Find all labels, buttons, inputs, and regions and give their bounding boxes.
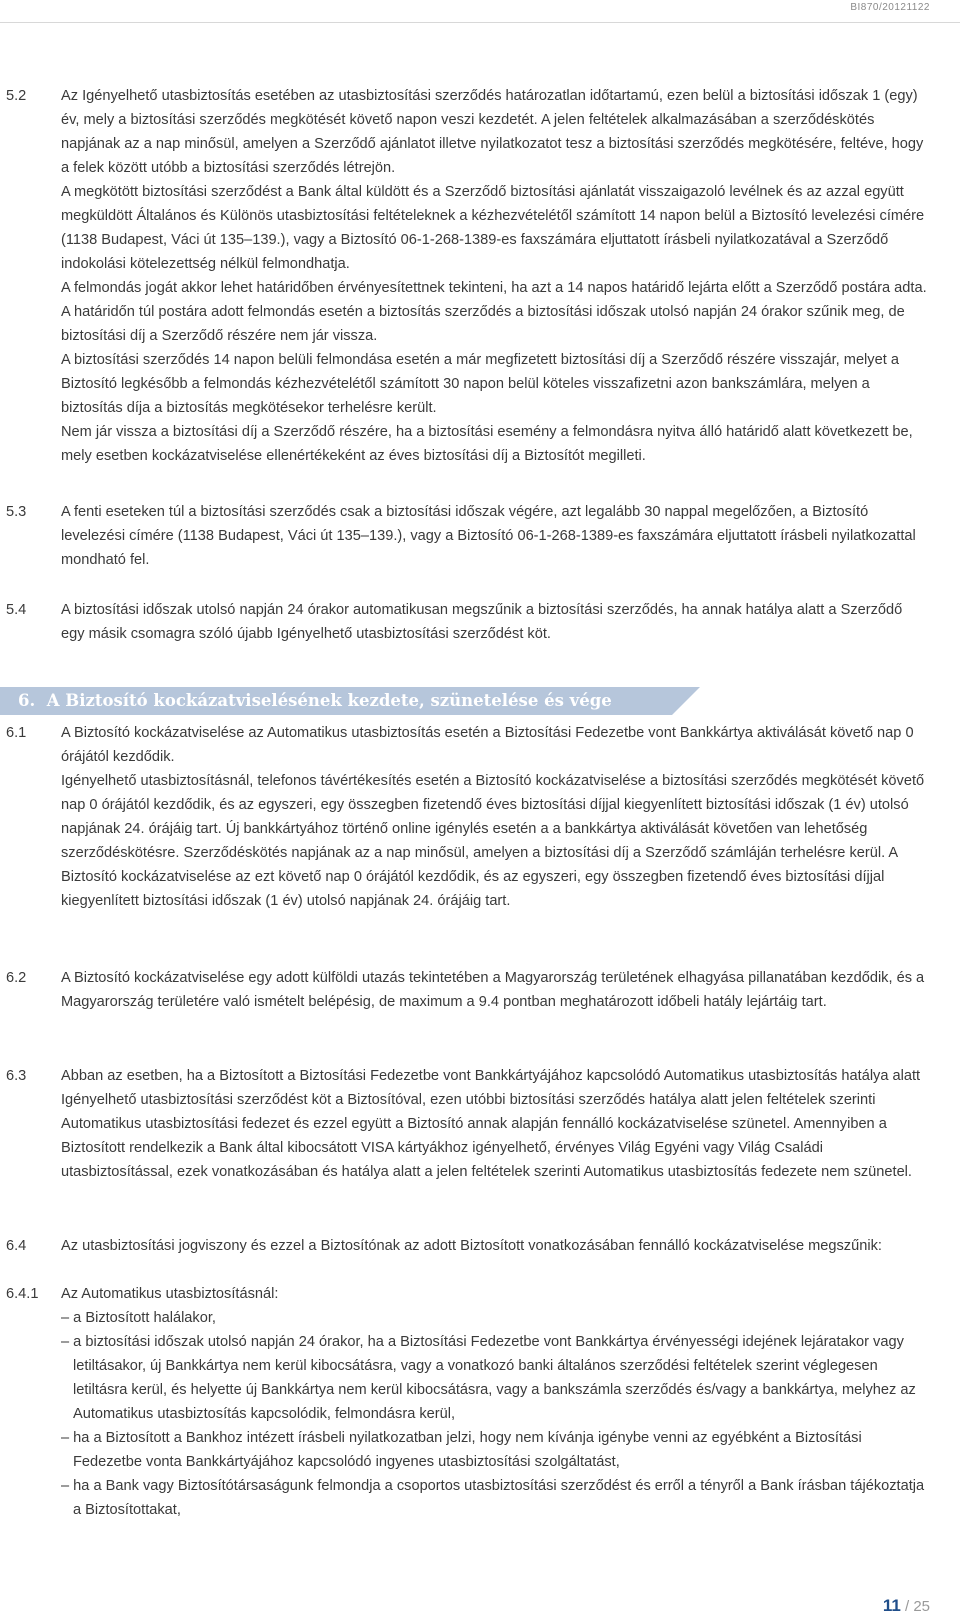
- document-code: BI870/20121122: [850, 2, 930, 13]
- paragraph: Nem jár vissza a biztosítási díj a Szerződő részére, ha a biztosítási esemény a felmondásra nyitva álló határidő alatt következett be, mely esetben kockázatviselése ellenértékeként az éves biztosítási díj a Biztosítót megilleti.: [61, 424, 913, 464]
- paragraph: Abban az esetben, ha a Biztosított a Biztosítási Fedezetbe vont Bankkártyájához kapcsolódó Automatikus utasbiztosítás hatálya alatt Igényelhető utasbiztosítási szerződést köt a Biztosítóval, ezen utóbbi biztosítási szerződés hatálya alatt jelen feltételek szerinti Automatikus utasbiztosítási fedezet és ezzel együtt a Biztosító annak alapján fennálló kockázatviselése szünetel. Amennyiben a Biztosított rendelkezik a Bank által kibocsátott VISA kártyákhoz igényelhető, érvényes Világ Egyéni vagy Világ Családi utasbiztosítással, ezek vonatkozásában és hatálya alatt a jelen feltételek szerinti Automatikus utasbiztosítás fedezete nem szünetel.: [61, 1068, 921, 1180]
- section-body: [61, 966, 929, 1014]
- section-body: [61, 1064, 929, 1184]
- paragraph: Az Igényelhető utasbiztosítás esetében az utasbiztosítási szerződés határozatlan időtartamú, ezen belül a biztosítási időszak 1 (egy) év, mely a biztosítási szerződés megkötését követő napon veszi kezdetét. A jelen feltételek alkalmazásában a szerződéskötés napjának az a nap minősül, amelyen a Szerződő ajánlatot illetve nyilatkozatot tesz a biztosítási szerződés megkötésére, feltéve, hogy a felek között utóbb a biztosítási szerződés létrejön.: [61, 88, 924, 176]
- paragraph: A megkötött biztosítási szerződést a Bank által küldött és a Szerződő biztosítási ajánlatát visszaigazoló levélnek és az azzal együtt megküldött Általános és Különös utasbiztosítási feltételeknek a kézhezvételétől számított 14 napon belül a Biztosító levelezési címére (1138 Budapest, Váci út 135–139.), vagy a Biztosító 06-1-268-1389-es faxszámára eljuttatott írásbeli nyilatkozatával a Szerződő indokolási kötelezettség nélkül felmondhatja.: [61, 184, 925, 272]
- section-number: 5.4: [6, 602, 27, 618]
- section-number: 6.4.1: [6, 1286, 39, 1302]
- section-heading: [18, 690, 612, 712]
- paragraph: A fenti eseteken túl a biztosítási szerződés csak a biztosítási időszak végére, azt legalább 30 nappal megelőzően, a Biztosító levelezési címére (1138 Budapest, Váci út 135–139.), vagy a Biztosító 06-1-268-1389-es faxszámára eljuttatott írásbeli nyilatkozattal mondható fel.: [61, 504, 916, 568]
- list-item: – a biztosítási időszak utolsó napján 24 órakor, ha a Biztosítási Fedezetbe vont Bankkártya érvényességi idejének lejáratakor vagy letiltásakor, új Bankkártya nem kerül kibocsátásra, vagy a vonatkozó banki általános szerződési feltételek szerint véglegesen letiltásra kerül, és helyette új Bankkártya nem kerül kibocsátásra, vagy a bankszámla szerződés és/vagy a bankkártya, melyhez az Automatikus utasbiztosítás kapcsolódik, felmondásra kerül,: [61, 1334, 916, 1422]
- list-item: – a Biztosított halálakor,: [61, 1310, 216, 1326]
- section-number: 5.2: [6, 88, 27, 104]
- section-number: 6.2: [6, 970, 27, 986]
- section-heading-title: A Biztosító kockázatviselésének kezdete, szünetelése és vége: [46, 691, 612, 710]
- section-number: 6.3: [6, 1068, 27, 1084]
- section-body: [61, 1234, 929, 1258]
- section-body: [61, 1282, 929, 1522]
- heading-band-corner: [672, 687, 700, 715]
- section-heading-number: 6.: [18, 691, 36, 710]
- paragraph: Az Automatikus utasbiztosításnál:: [61, 1286, 279, 1302]
- current-page: 11: [882, 1596, 901, 1615]
- paragraph: A Biztosító kockázatviselése egy adott külföldi utazás tekintetében a Magyarország területének elhagyása pillanatában kezdődik, és a Magyarország területére való ismételt belépésig, de maximum a 9.4 pontban meghatározott időbeli hatály lejártáig tart.: [61, 970, 925, 1010]
- section-number: 6.4: [6, 1238, 27, 1254]
- header-divider: [0, 22, 960, 23]
- page-separator: /: [904, 1598, 910, 1615]
- paragraph: A biztosítási időszak utolsó napján 24 órakor automatikusan megszűnik a biztosítási szerződés, ha annak hatálya alatt a Szerződő egy másik csomagra szóló újabb Igényelhető utasbiztosítási szerződést köt.: [61, 602, 903, 642]
- section-body: [61, 598, 929, 646]
- section-number: 5.3: [6, 504, 27, 520]
- section-body: [61, 500, 929, 572]
- total-pages: 25: [913, 1598, 930, 1615]
- page-number: [883, 1596, 930, 1616]
- section-body: [61, 721, 929, 913]
- paragraph: Igényelhető utasbiztosításnál, telefonos távértékesítés esetén a Biztosító kockázatviselése a biztosítási szerződés megkötését követő nap 0 órájától kezdődik, és az egyszeri, egy összegben fizetendő éves biztosítási díjjal kiegyenlített biztosítási időszak (1 év) utolsó napjának 24. órájáig tart. Új bankkártyához történő online igénylés esetén a a bankkártya aktiválását követően van lehetőség szerződéskötésre. Szerződéskötés napjának az a nap minősül, amelyen a biztosítási díj a Szerződő számláján terhelésre kerül. A Biztosító kockázatviselése az ezt követő nap 0 órájától kezdődik, és az egyszeri, egy összegben fizetendő éves biztosítási díjjal kiegyenlített biztosítási időszak (1 év) utolsó napjának 24. órájáig tart.: [61, 773, 925, 909]
- section-body: [61, 84, 929, 468]
- paragraph: A biztosítási szerződés 14 napon belüli felmondása esetén a már megfizetett biztosítási díj a Szerződő részére visszajár, melyet a Biztosító legkésőbb a felmondás kézhezvételétől számított 30 napon belül köteles visszafizetni azon bankszámlára, melyen a biztosítás díja a biztosítás megkötésekor terhelésre került.: [61, 352, 899, 416]
- paragraph: A Biztosító kockázatviselése az Automatikus utasbiztosítás esetén a Biztosítási Fedezetbe vont Bankkártya aktiválását követő nap 0 órájától kezdődik.: [61, 725, 914, 765]
- paragraph: A felmondás jogát akkor lehet határidőben érvényesítettnek tekinteni, ha azt a 14 napos határidő lejárta előtt a Szerződő postára adta. A határidőn túl postára adott felmondás esetén a biztosítás szerződés a biztosítási időszak utolsó napján 24 órakor szűnik meg, de biztosítási díj a Szerződő részére nem jár vissza.: [61, 280, 927, 344]
- paragraph: Az utasbiztosítási jogviszony és ezzel a Biztosítónak az adott Biztosított vonatkozásában fennálló kockázatviselése megszűnik:: [61, 1238, 882, 1254]
- list-item: – ha a Bank vagy Biztosítótársaságunk felmondja a csoportos utasbiztosítási szerződést és erről a tényről a Bank írásban tájékoztatja a Biztosítottakat,: [61, 1478, 925, 1518]
- list-item: – ha a Biztosított a Bankhoz intézett írásbeli nyilatkozatban jelzi, hogy nem kívánja igénybe venni az egyébként a Biztosítási Fedezetbe vonta Bankkártyájához kapcsolódó ingyenes utasbiztosítási szolgáltatást,: [61, 1430, 862, 1470]
- section-number: 6.1: [6, 725, 27, 741]
- section-heading-band: [0, 687, 960, 715]
